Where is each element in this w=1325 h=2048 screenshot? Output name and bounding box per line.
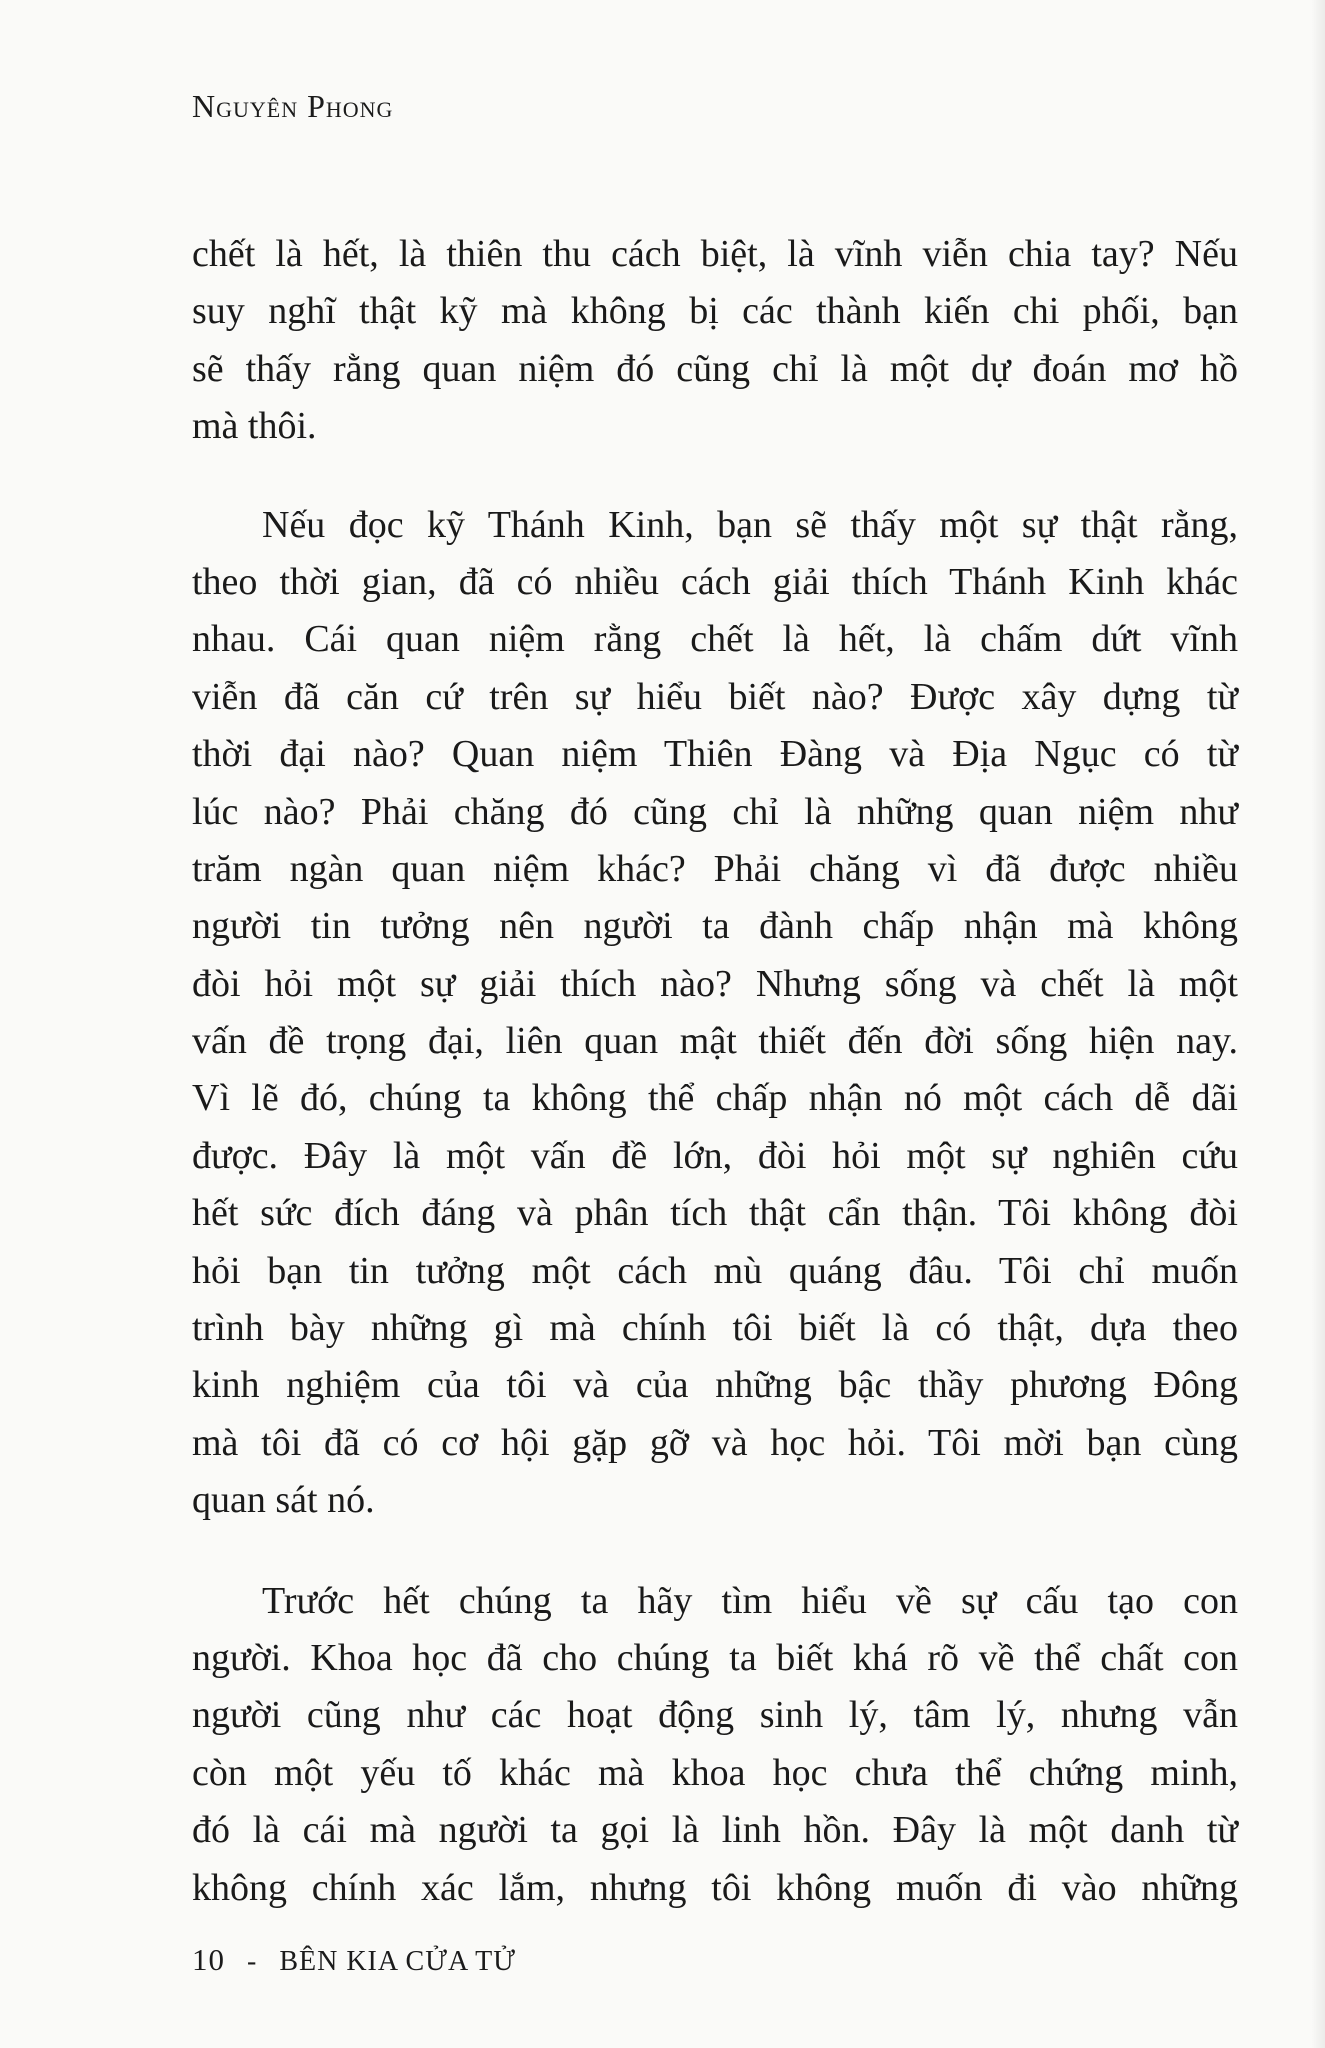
text-line: người. Khoa học đã cho chúng ta biết khá rõ về thể chất con [192, 1636, 1238, 1679]
body-text [192, 226, 1238, 1917]
text-line: theo thời gian, đã có nhiều cách giải thích Thánh Kinh khác [192, 560, 1238, 603]
paragraph-1 [192, 226, 1238, 456]
text-line: không chính xác lắm, nhưng tôi không muốn đi vào những [192, 1866, 1238, 1909]
text-line: mà tôi đã có cơ hội gặp gỡ và học hỏi. Tôi mời bạn cùng [192, 1421, 1238, 1464]
text-line: người cũng như các hoạt động sinh lý, tâm lý, nhưng vẫn [192, 1694, 1238, 1737]
text-line: suy nghĩ thật kỹ mà không bị các thành kiến chi phối, bạn [192, 290, 1238, 333]
text-line: thời đại nào? Quan niệm Thiên Đàng và Địa Ngục có từ [192, 733, 1238, 776]
page-edge [1311, 0, 1325, 2048]
text-line: đó là cái mà người ta gọi là linh hồn. Đây là một danh từ [192, 1809, 1238, 1852]
text-line: hỏi bạn tin tưởng một cách mù quáng đâu. Tôi chỉ muốn [192, 1249, 1238, 1292]
text-line: nhau. Cái quan niệm rằng chết là hết, là chấm dứt vĩnh [192, 618, 1238, 661]
text-line: Vì lẽ đó, chúng ta không thể chấp nhận nó một cách dễ dãi [192, 1077, 1238, 1120]
text-line: Nếu đọc kỹ Thánh Kinh, bạn sẽ thấy một sự thật rằng, [262, 503, 1238, 546]
footer-separator: - [247, 1946, 258, 1977]
page-number: 10 [192, 1942, 225, 1977]
paragraph-3 [192, 1573, 1238, 1917]
text-line: quan sát nó. [192, 1479, 375, 1522]
book-title: BÊN KIA CỬA TỬ [279, 1946, 516, 1977]
text-line: mà thôi. [192, 405, 317, 448]
paragraph-2 [192, 497, 1238, 1530]
text-line: sẽ thấy rằng quan niệm đó cũng chỉ là một dự đoán mơ hồ [192, 347, 1238, 390]
text-line: hết sức đích đáng và phân tích thật cẩn thận. Tôi không đòi [192, 1192, 1238, 1235]
text-line: còn một yếu tố khác mà khoa học chưa thể chứng minh, [192, 1751, 1238, 1794]
text-line: lúc nào? Phải chăng đó cũng chỉ là những quan niệm như [192, 790, 1238, 833]
page-footer [192, 1942, 516, 1978]
text-line: kinh nghiệm của tôi và của những bậc thầy phương Đông [192, 1364, 1238, 1407]
text-line: đòi hỏi một sự giải thích nào? Nhưng sống và chết là một [192, 962, 1238, 1005]
text-line: được. Đây là một vấn đề lớn, đòi hỏi một sự nghiên cứu [192, 1134, 1238, 1177]
text-line: trình bày những gì mà chính tôi biết là có thật, dựa theo [192, 1307, 1238, 1350]
text-line: người tin tưởng nên người ta đành chấp nhận mà không [192, 905, 1238, 948]
running-head-author: Nguyên Phong [192, 88, 394, 124]
text-line: chết là hết, là thiên thu cách biệt, là vĩnh viễn chia tay? Nếu [192, 233, 1238, 275]
text-line: viễn đã căn cứ trên sự hiểu biết nào? Được xây dựng từ [192, 675, 1238, 718]
text-line: Trước hết chúng ta hãy tìm hiểu về sự cấu tạo con [262, 1579, 1238, 1622]
text-line: vấn đề trọng đại, liên quan mật thiết đến đời sống hiện nay. [192, 1020, 1238, 1063]
text-line: trăm ngàn quan niệm khác? Phải chăng vì đã được nhiều [192, 847, 1238, 890]
